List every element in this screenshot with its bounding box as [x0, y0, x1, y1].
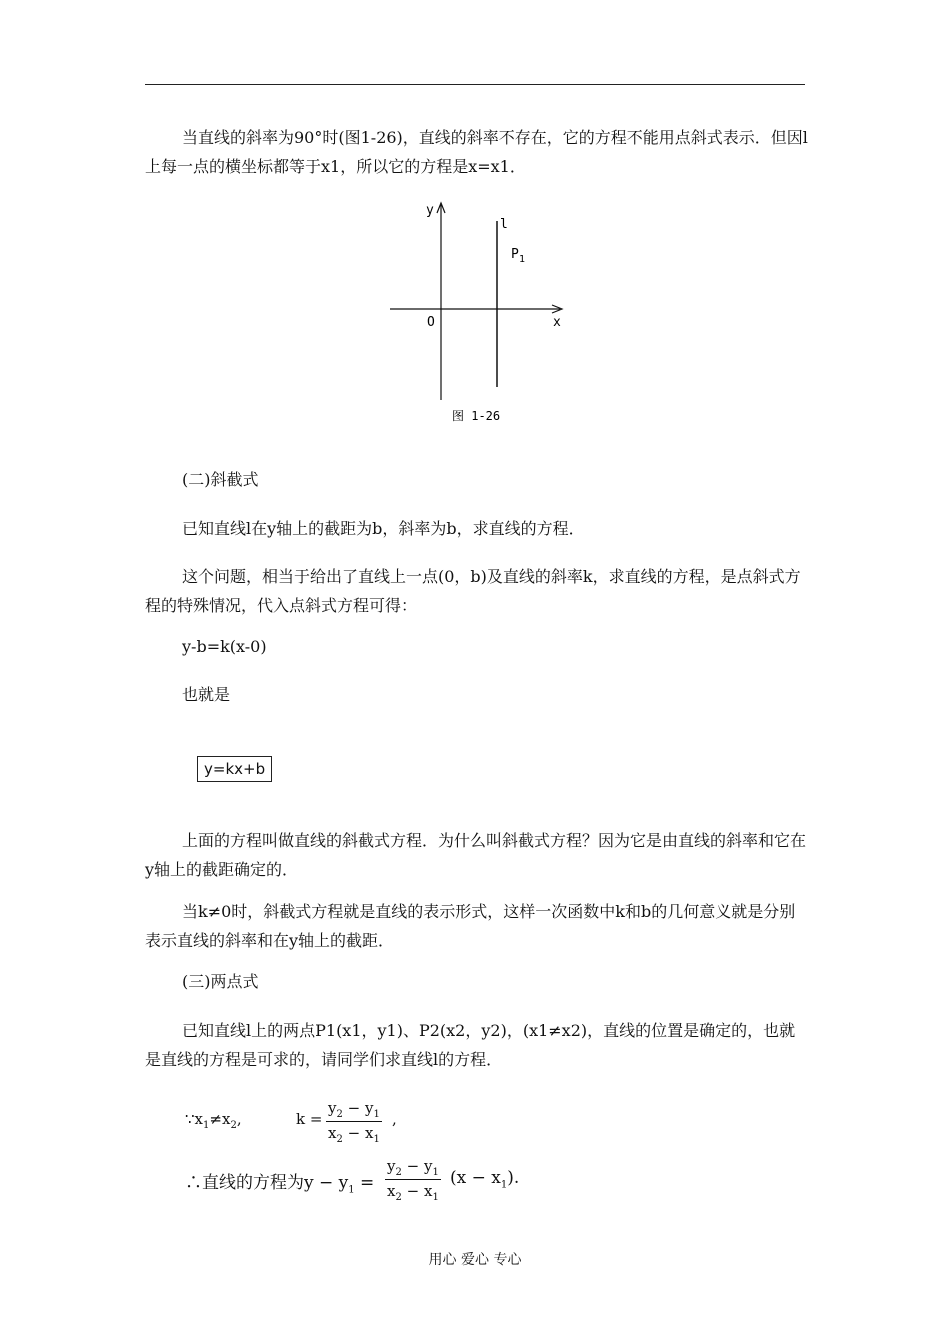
section-heading-two-point: (三)两点式: [182, 972, 259, 991]
line-l-label: l: [500, 217, 508, 232]
x-axis-label: x: [553, 315, 561, 330]
fraction-slope: $\frac{y_2 - y_1}{x_2 - x_1}$: [328, 1099, 380, 1145]
figure-1-26: [380, 195, 570, 430]
math-k-equals: k =: [296, 1110, 323, 1128]
therefore-text: ∴直线的方程为: [185, 1173, 304, 1193]
origin-label: O: [427, 315, 435, 330]
y-axis-label: y: [426, 203, 434, 218]
math-because-line: $\because x_1\ne x_2$,: [185, 1110, 242, 1131]
section-heading-slope-intercept: (二)斜截式: [182, 470, 259, 489]
math-comma: ,: [392, 1110, 397, 1128]
paragraph-linear-function-meaning: 当k≠0时，斜截式方程就是直线的表示形式，这样一次函数中k和b的几何意义就是分别表示直线的斜率和在y轴上的截距．: [145, 902, 796, 950]
boxed-slope-intercept-equation: y=kx+b: [197, 756, 272, 782]
because-symbol: ∵: [185, 1110, 195, 1128]
equation-point-slope: y-b=k(x-0): [182, 637, 267, 656]
paragraph-slope-intercept-definition: 上面的方程叫做直线的斜截式方程．为什么叫斜截式方程？因为它是由直线的斜率和它在y轴上的截距确定的．: [145, 831, 807, 879]
fraction-two-point: $\frac{y_2 - y_1}{x_2 - x_1}$: [387, 1157, 439, 1203]
page-footer: 用心 爱心 专心: [428, 1252, 522, 1268]
math-two-point-tail: $(x - x_1)$.: [450, 1168, 520, 1191]
figure-caption: 图 1-26: [452, 409, 501, 423]
point-p1-label: P: [511, 247, 519, 262]
coordinate-diagram: [380, 195, 570, 430]
paragraph-that-is: 也就是: [182, 685, 231, 704]
paragraph-point-slope-special: 这个问题，相当于给出了直线上一点(0，b)及直线的斜率k，求直线的方程，是点斜式方程的特殊情况，代入点斜式方程可得：: [145, 567, 801, 615]
not-equal-symbol: ≠: [209, 1110, 222, 1128]
point-p1-subscript: 1: [519, 254, 526, 265]
math-therefore-line: ∴直线的方程为$y - y_1$ =: [185, 1173, 375, 1196]
paragraph-problem: 已知直线l在y轴上的截距为b，斜率为b，求直线的方程．: [182, 519, 585, 538]
paragraph-vertical-line: 当直线的斜率为90°时(图1-26)，直线的斜率不存在，它的方程不能用点斜式表示．但因l上每一点的横坐标都等于x1，所以它的方程是x=x1．: [145, 128, 808, 176]
header-rule: [145, 84, 805, 85]
paragraph-two-points: 已知直线l上的两点P1(x1，y1)、P2(x2，y2)，(x1≠x2)，直线的位置是确定的，也就是直线的方程是可求的，请同学们求直线l的方程．: [145, 1021, 796, 1069]
